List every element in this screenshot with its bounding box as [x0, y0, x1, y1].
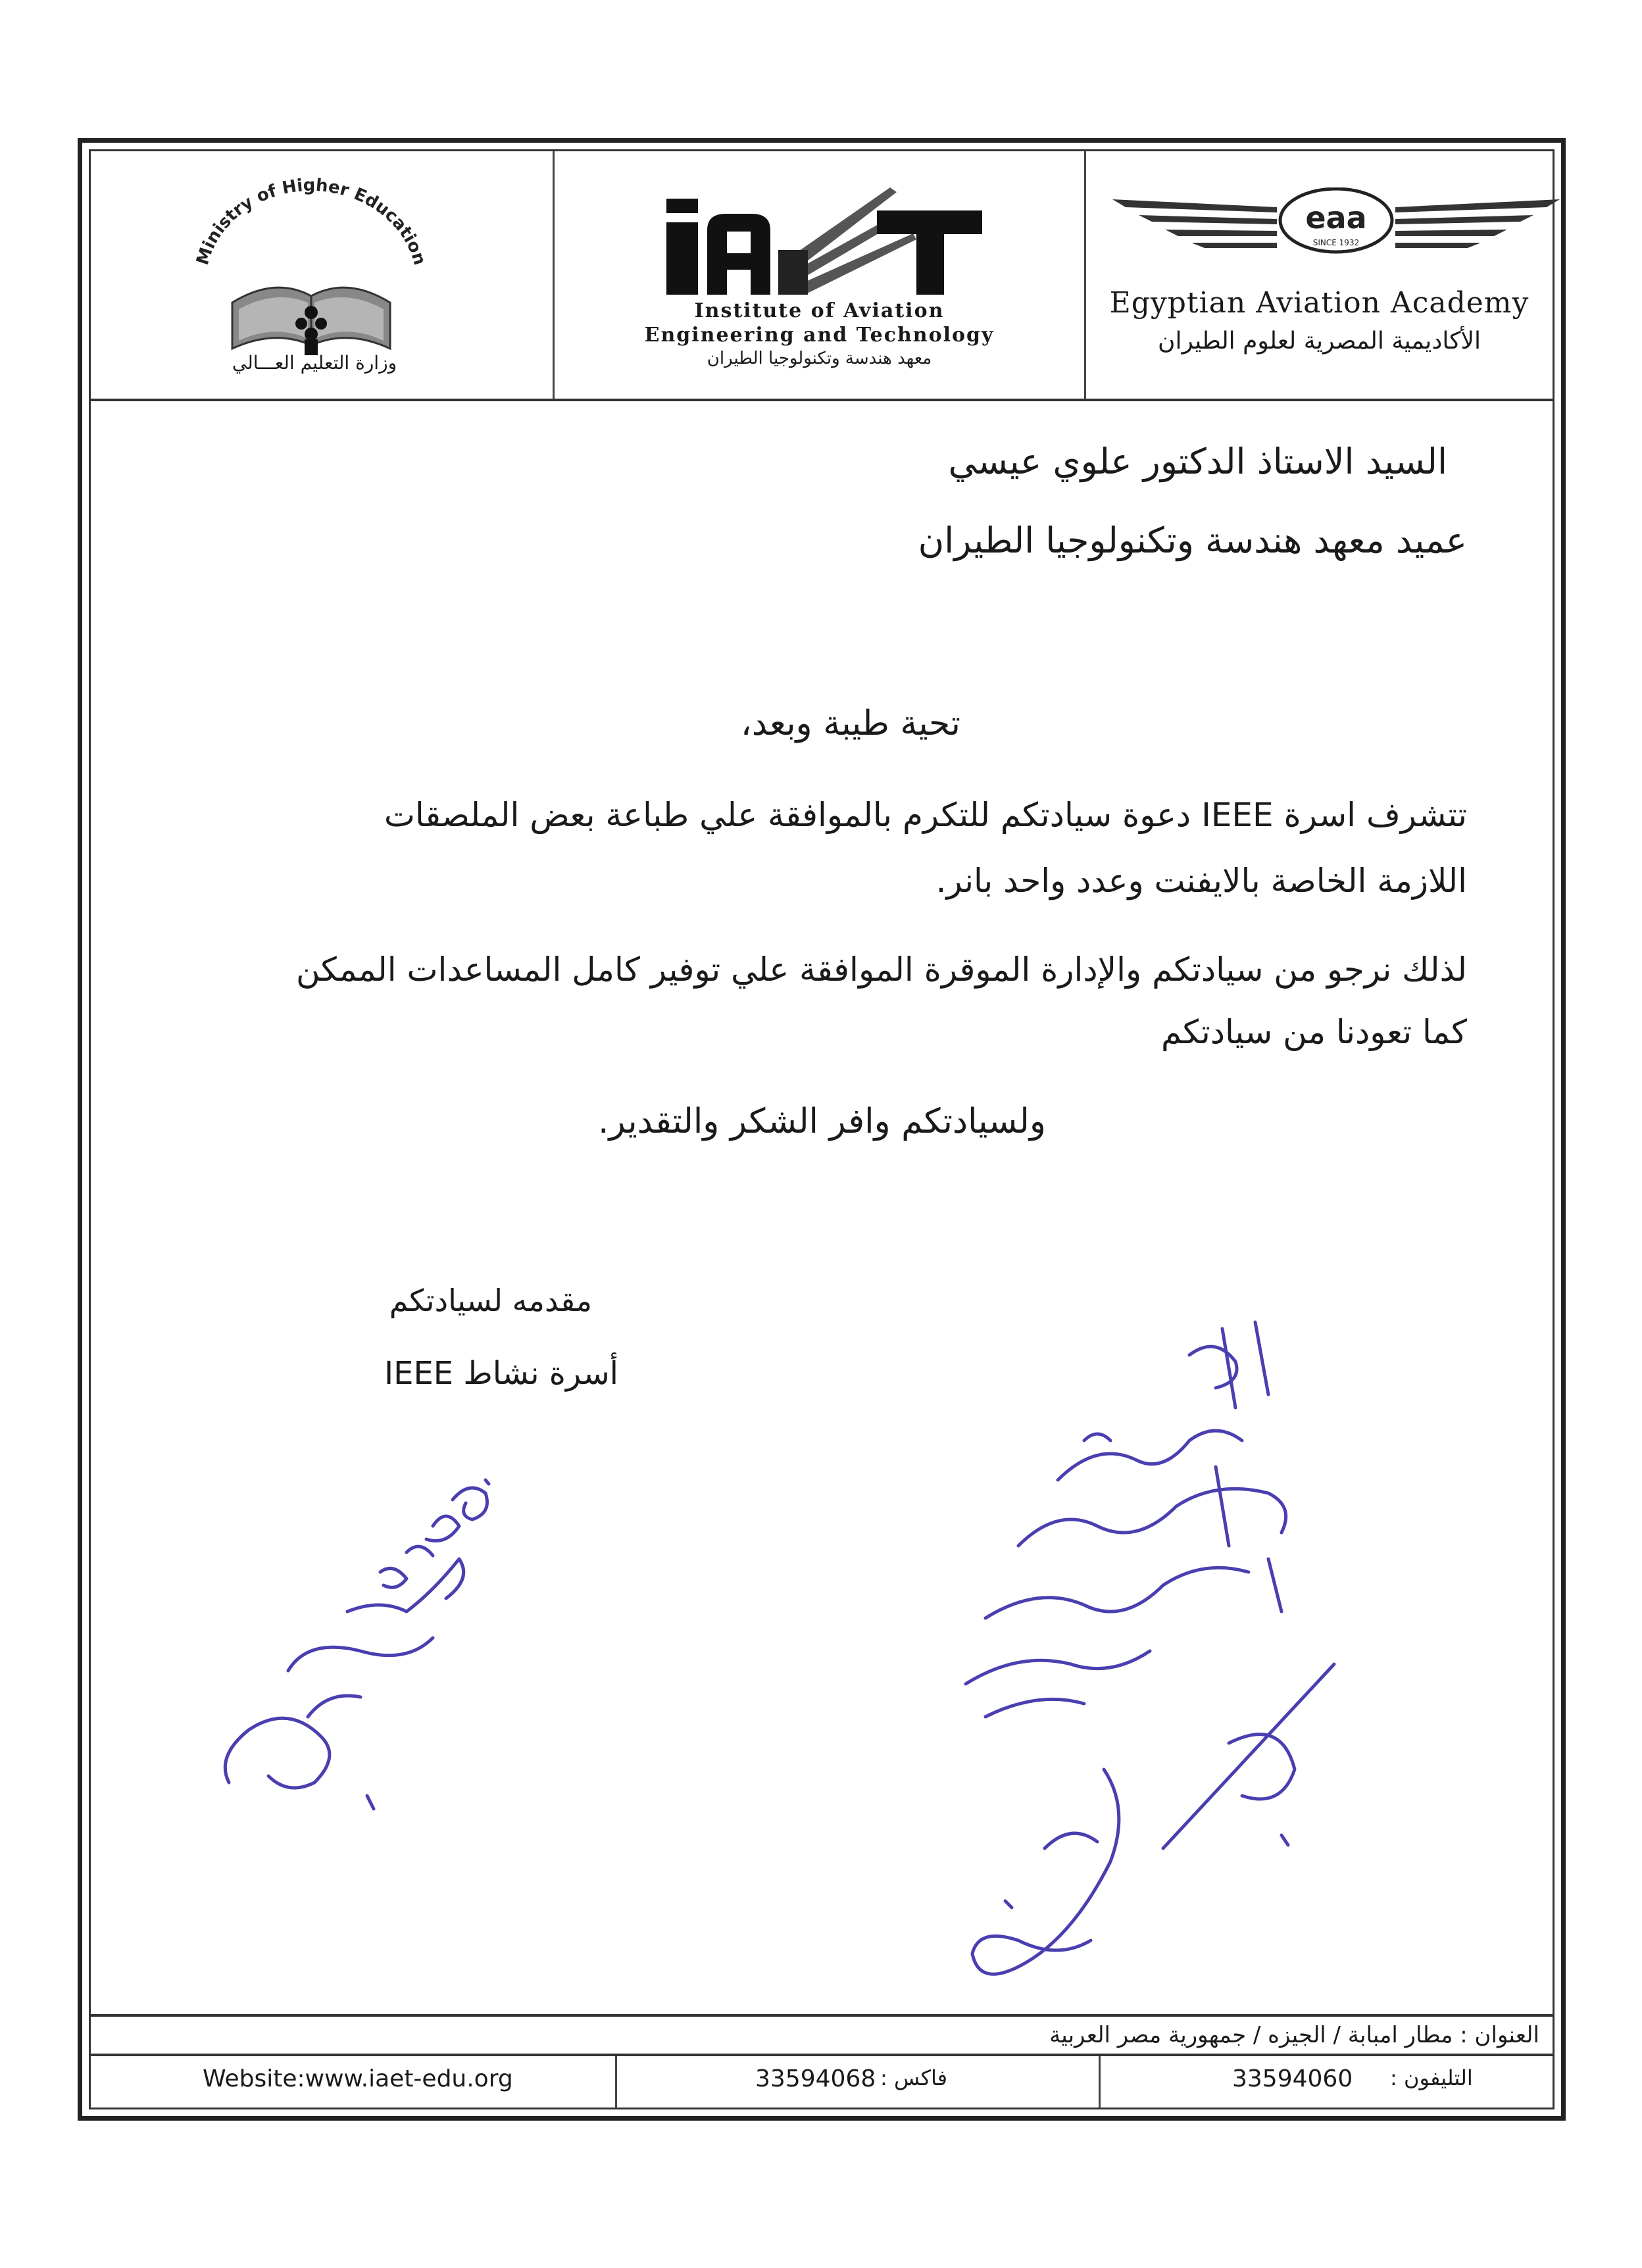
iaet-logo-cell	[555, 151, 1086, 399]
left-handwritten-signature	[209, 1441, 578, 1835]
footer-fax-number: 33594068	[755, 2065, 876, 2092]
iaet-arabic-name: معهد هندسة وتكنولوجيا الطيران	[707, 349, 932, 368]
closing-line: ولسيادتكم وافر الشكر والتقدير.	[597, 1102, 1046, 1141]
signature-intro: مقدمه لسيادتكم	[389, 1283, 592, 1318]
footer-phone-cell	[1101, 2056, 1553, 2108]
footer-phone-number: 33594060	[1232, 2065, 1353, 2092]
footer-fax-cell	[617, 2056, 1101, 2108]
iaet-name-line2: Engineering and Technology	[644, 324, 995, 347]
paragraph2-line2: كما تعودنا من سيادتكم	[1160, 1013, 1467, 1051]
eaa-english-name: Egyptian Aviation Academy	[1109, 286, 1530, 320]
right-handwritten-note	[821, 1309, 1413, 2033]
ministry-logo-cell	[91, 151, 555, 399]
paragraph1-line2: اللازمة الخاصة بالايفنت وعدد واحد بانر.	[935, 862, 1467, 900]
iaet-name-line1: Institute of Aviation	[694, 299, 945, 322]
signature-sender: أسرة نشاط IEEE	[384, 1355, 618, 1392]
eaa-logo-cell	[1086, 151, 1553, 399]
eaa-logo-text: eaa	[1305, 200, 1367, 235]
iaet-logo	[653, 184, 995, 303]
recipient-title: السيد الاستاذ الدكتور علوي عيسي	[948, 441, 1447, 482]
paragraph2-line1: لذلك نرجو من سيادتكم والإدارة الموقرة الموافقة علي توفير كامل المساعدات الممكن	[295, 950, 1467, 989]
ministry-arabic-name: وزارة التعليم العـــالي	[232, 352, 397, 374]
letter-inner-border	[89, 149, 1555, 2109]
svg-text:Ministry of Higher Education	[193, 176, 430, 268]
eaa-logo	[1112, 187, 1560, 260]
letter-frame	[78, 138, 1566, 2121]
ministry-logo	[170, 171, 453, 368]
greeting: تحية طيبة وبعد،	[740, 704, 960, 743]
footer-address: العنوان : مطار امبابة / الجيزه / جمهورية مصر العربية	[1049, 2022, 1539, 2048]
footer-website-cell	[91, 2056, 617, 2108]
eaa-arabic-name: الأكاديمية المصرية لعلوم الطيران	[1158, 328, 1481, 355]
footer-fax-label: فاكس :	[880, 2065, 948, 2090]
letterhead	[91, 151, 1553, 401]
footer-website[interactable]: Website:www.iaet-edu.org	[203, 2065, 513, 2092]
recipient-position: عميد معهد هندسة وتكنولوجيا الطيران	[918, 520, 1467, 561]
footer-address-row	[91, 2014, 1553, 2054]
eaa-since: SINCE 1932	[1312, 238, 1360, 247]
ministry-arc-text: Ministry of Higher Education	[193, 175, 430, 268]
paragraph1-line1: تتشرف اسرة IEEE دعوة سيادتكم للتكرم بالموافقة علي طباعة بعض الملصقات	[384, 796, 1467, 834]
footer-contact-row	[91, 2054, 1553, 2108]
footer-phone-label: التليفون :	[1390, 2065, 1473, 2090]
